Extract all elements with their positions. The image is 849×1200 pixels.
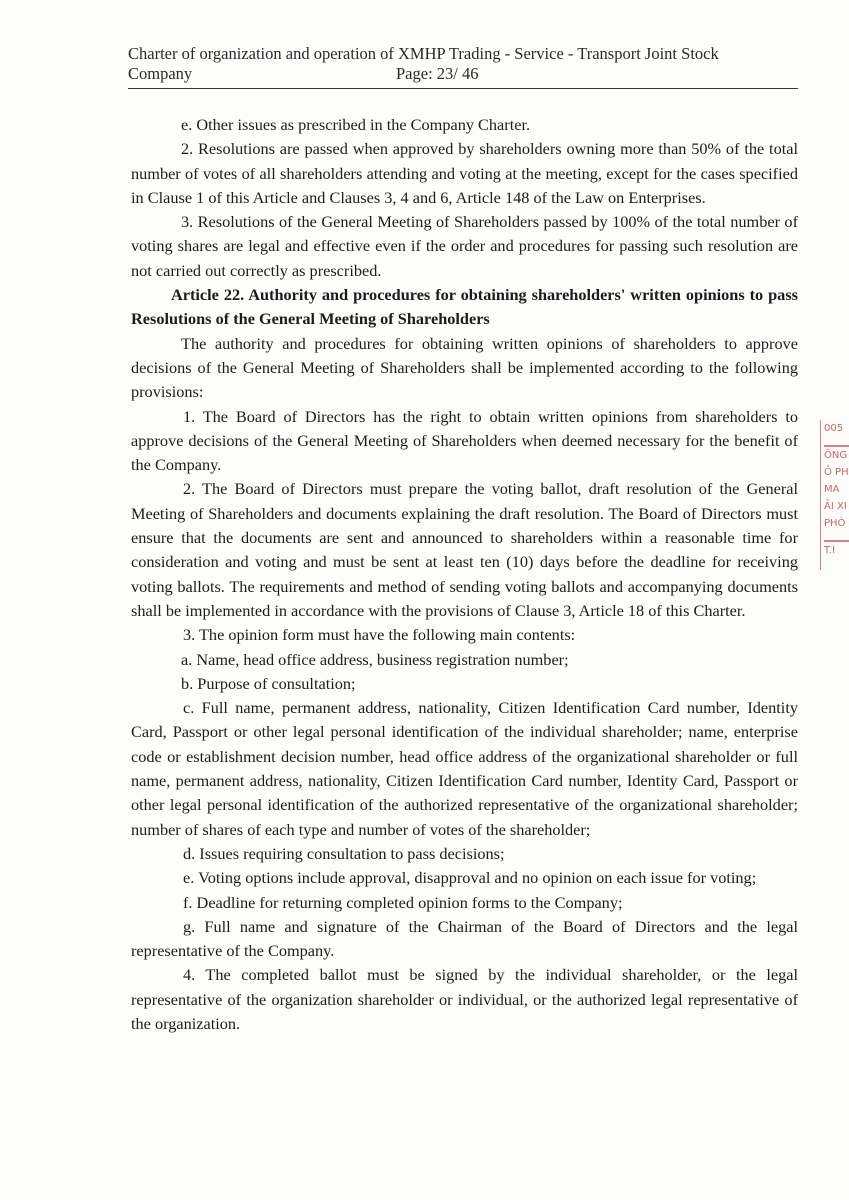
list-item: e. Voting options include approval, disapproval and no opinion on each issue for voting; (183, 868, 757, 888)
page-header (128, 44, 800, 84)
stamp-line: Ỏ PH (824, 467, 849, 478)
list-item: c. Full name, permanent address, nationality, Citizen Identification Card number, Identity Card, Passport or other legal personal identification of the individual shareholder; name, enterprise code or establishment decision number, head office address of the organizational shareholder or full name, permanent address, nationality, Citizen Identification Card number, Identity Card, Passport or other legal personal identification of the authorized representative of the organizational shareholder; number of shares of each type and number of votes of the shareholder; (131, 698, 798, 839)
company-seal-stamp (820, 420, 849, 570)
stamp-line: ÔNG (824, 450, 848, 461)
stamp-line: MA (824, 484, 840, 495)
list-item: b. Purpose of consultation; (181, 673, 356, 693)
paragraph: 1. The Board of Directors has the right to obtain written opinions from shareholders to approve decisions of the General Meeting of Shareholders when deemed necessary for the benefit of the Company. (131, 406, 798, 475)
paragraph: e. Other issues as prescribed in the Company Charter. (181, 115, 531, 134)
paragraph: 3. Resolutions of the General Meeting of Shareholders passed by 100% of the total number of voting shares are legal and effective even if the order and procedures for passing such resolution are not carried out correctly as prescribed. (131, 212, 798, 280)
list-item: d. Issues requiring consultation to pass decisions; (183, 843, 505, 863)
page-number: Page: 23/ 46 (396, 64, 479, 83)
list-item: f. Deadline for returning completed opinion forms to the Company; (183, 892, 623, 912)
paragraph: 4. The completed ballot must be signed by the individual shareholder, or the legal representative of the organization shareholder or individual, or the authorized legal representative of the organization. (131, 965, 798, 1033)
document-body (131, 113, 798, 1036)
stamp-line: PHÒ (824, 518, 846, 529)
list-item: g. Full name and signature of the Chairman of the Board of Directors and the legal representative of the Company. (131, 916, 798, 961)
stamp-line: T.I (824, 545, 836, 556)
list-item: a. Name, head office address, business registration number; (181, 649, 569, 669)
header-title-continued: Company (128, 64, 193, 83)
stamp-line: ẢI XI (824, 501, 847, 512)
paragraph: The authority and procedures for obtaining written opinions of shareholders to approve decisions of the General Meeting of Shareholders shall be implemented according to the following provisions: (131, 333, 798, 402)
paragraph: 3. The opinion form must have the following main contents: (183, 625, 576, 645)
paragraph: 2. Resolutions are passed when approved by shareholders owning more than 50% of the total number of votes of all shareholders attending and voting at the meeting, except for the cases specified in Clause 1 of this Article and Clauses 3, 4 and 6, Article 148 of the Law on Enterprises. (131, 139, 798, 207)
paragraph: 2. The Board of Directors must prepare the voting ballot, draft resolution of the General Meeting of Shareholders and documents explaining the draft resolution. The Board of Directors must ensure that the documents are sent and announced to shareholders within a reasonable time for consideration and voting and must be sent at least ten (10) days before the deadline for receiving voting ballots. The requirements and method of sending voting ballots and accompanying documents shall be implemented in accordance with the provisions of Clause 3, Article 18 of this Charter. (131, 479, 798, 620)
header-title: Charter of organization and operation of XMHP Trading - Service - Transport Joint Stock (128, 44, 719, 63)
header-line2 (128, 64, 800, 84)
header-divider (128, 88, 798, 89)
article-heading: Article 22. Authority and procedures for obtaining shareholders' written opinions to pass Resolutions of the General Meeting of Shareholders (131, 285, 798, 329)
stamp-line: 005 (824, 423, 844, 434)
